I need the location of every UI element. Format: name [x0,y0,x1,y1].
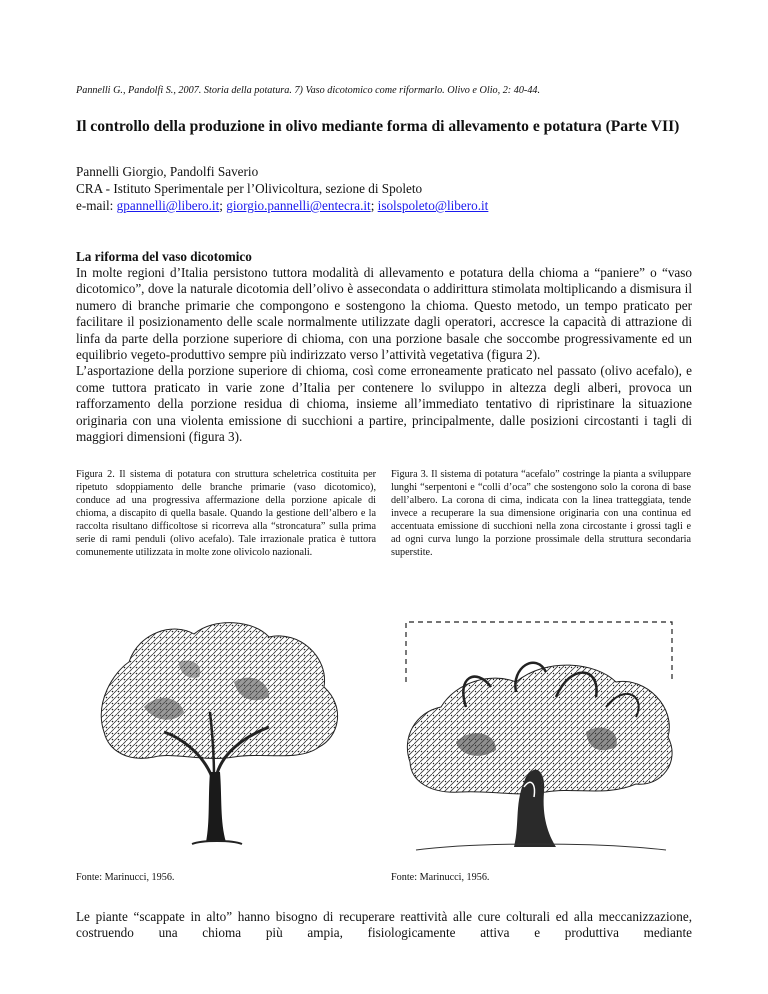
email-separator: ; [219,198,227,213]
author-names: Pannelli Giorgio, Pandolfi Saverio [76,164,259,179]
figure-3-source: Fonte: Marinucci, 1956. [391,872,490,883]
citation-line: Pannelli G., Pandolfi S., 2007. Storia della potatura. 7) Vaso dicotomico come riformarlo. Olivo e Olio, 2: 40-44. [76,85,541,96]
paragraph-2: L’asportazione della porzione superiore di chioma, così come erroneamente praticato nel passato (olivo acefalo), e come tuttora praticato in varie zone d’Italia per contenere lo sviluppo in altezza degli alberi, provoca un rafforzamento della porzione residua di chioma, insieme all’immediato tentativo di ripristinare la situazione originaria con una violenta emissione di succhioni a partire, principalmente, dalle posizioni circostanti i tagli di maggiori dimensioni (figura 3). [76,363,692,445]
figure-3-illustration [396,612,682,862]
figure-2-source: Fonte: Marinucci, 1956. [76,872,175,883]
figure-2-caption: Figura 2. Il sistema di potatura con struttura scheletrica costituita per ripetuto sdoppiamento delle branche primarie (vaso dicotomico), conduce ad una progressiva affermazione della porzione apicale di chioma, a discapito di quella basale. Quando la gestione dell’albero e la raccolta risultano difficoltose si ricorreva alla “stroncatura” sulla prima serie di rami penduli (olivo acefalo). Tale irrazionale pratica è tuttora comunemente utilizzata in molte zone olivicolo nazionali. [76,469,376,558]
section-body [76,265,692,445]
paragraph-3: Le piante “scappate in alto” hanno bisogno di recuperare reattività alle cure colturali ed alla meccanizzazione, costruendo una chioma più ampia, fisiologicamente attiva e produttiva mediante [76,909,692,941]
article-title: Il controllo della produzione in olivo mediante forma di allevamento e potatura (Parte VII) [76,118,680,135]
figure-2-illustration [84,612,356,852]
email-link-3[interactable]: isolspoleto@libero.it [377,198,489,213]
author-block [76,163,488,214]
email-link-2[interactable]: giorgio.pannelli@entecra.it [226,198,371,213]
section-heading: La riforma del vaso dicotomico [76,249,252,264]
acephalous-tree-drawing [396,612,682,862]
email-separator: ; [370,198,378,213]
paragraph-1: In molte regioni d’Italia persistono tuttora modalità di allevamento e potatura della chioma a “paniere” o “vaso dicotomico”, dove la naturale dicotomia dell’olivo è assecondata o addirittura stimolata moltiplicando a dismisura il numero di branche primarie che compongono e sostengono la chioma. Questo metodo, un tempo praticato per facilitare il posizionamento delle scale normalmente utilizzate dagli operatori, accresce la capacità di attrazione di linfa da parte della porzione superiore di chioma, con una porzione basale che soccombe progressivamente ed un equilibrio vegeto-produttivo sempre più indirizzato verso l’attività vegetativa (figura 2). [76,265,692,363]
email-label: e-mail: [76,198,117,213]
email-link-1[interactable]: gpannelli@libero.it [116,198,220,213]
figure-3-caption: Figura 3. Il sistema di potatura “acefalo” costringe la pianta a sviluppare lunghi “serpentoni e “colli d’oca” che sostengono solo la corona di base dell’albero. La corona di cima, indicata con la linea tratteggiata, tende invece a recuperare la sua dimensione originaria con una continua ed accentuata emissione di succhioni nella zona circostante i grossi tagli e ad ogni curva lungo la porzione prossimale della struttura secondaria superstite. [391,469,691,558]
author-emails [76,197,488,214]
olive-tree-drawing [84,612,356,852]
closing-paragraph [76,909,692,942]
author-affiliation: CRA - Istituto Sperimentale per l’Olivicoltura, sezione di Spoleto [76,181,423,196]
